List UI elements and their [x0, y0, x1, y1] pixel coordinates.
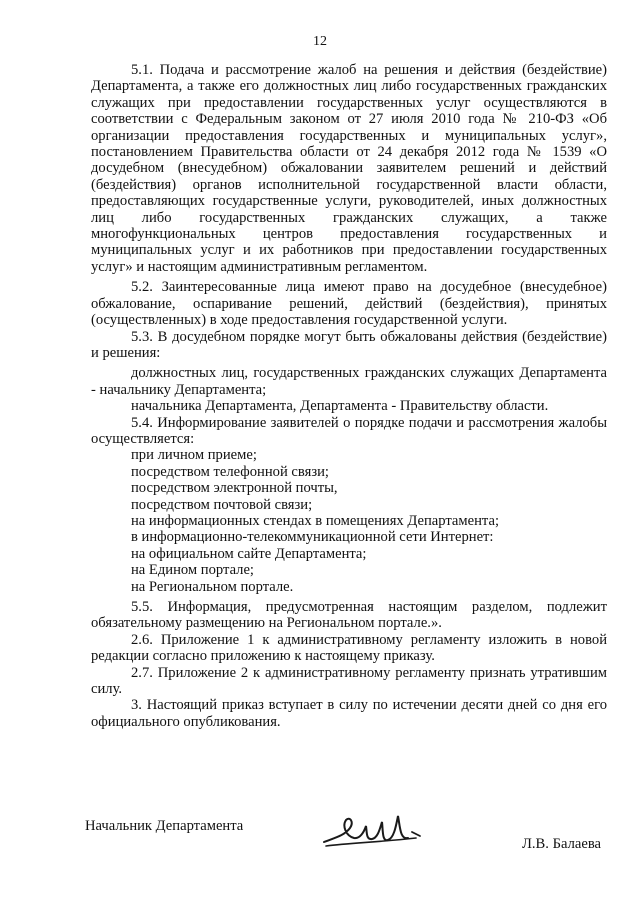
- list-item: на Региональном портале.: [131, 578, 294, 595]
- paragraph-2-6: 2.6. Приложение 1 к административному регламенту изложить в новой редакции согласно приложению к настоящему приказу.: [91, 631, 607, 665]
- page-number: 12: [313, 34, 327, 49]
- list-item: посредством телефонной связи;: [131, 463, 329, 480]
- list-item: посредством электронной почты,: [131, 480, 338, 497]
- signatory-title: Начальник Департамента: [85, 818, 244, 834]
- list-item: посредством почтовой связи;: [131, 496, 313, 513]
- document-body: [91, 62, 607, 730]
- signatory-name: Л.В. Балаева: [522, 836, 601, 852]
- signature-block: [85, 800, 615, 860]
- list-item: на Едином портале;: [131, 562, 254, 579]
- list-item: в информационно-телекоммуникационной сети Интернет:: [131, 529, 494, 546]
- list-item: при личном приеме;: [131, 447, 257, 464]
- paragraph-appeal-officials: должностных лиц, государственных гражданских служащих Департамента - начальнику Департамента;: [91, 365, 607, 398]
- handwritten-signature: [320, 802, 430, 856]
- paragraph-5-1: 5.1. Подача и рассмотрение жалоб на решения и действия (бездействие) Департамента, а также его должностных лиц либо государственных гражданских служащих при предоставлении государственных услуг осуществляются в соответствии с Федеральным законом от 27 июля 2010 года № 210-ФЗ «Об организации предоставления государственных и муниципальных услуг», постановлением Правительства области от 24 декабря 2012 года № 1539 «О досудебном (внесудебном) обжаловании заявителем решений и действий (бездействия) органов исполнительной государственной власти области, предоставляющих государственные услуги, руководителей, иных должностных лиц либо государственных гражданских служащих, а также многофункциональных центров предоставления государственных и муниципальных услуг и их работников при предоставлении государственных услуг» и настоящим административным регламентом.: [91, 62, 607, 275]
- paragraph-appeal-head: начальника Департамента, Департамента - Правительству области.: [131, 398, 549, 415]
- paragraph-5-2: 5.2. Заинтересованные лица имеют право на досудебное (внесудебное) обжалование, оспаривание решений, действий (бездействия), принятых (осуществленных) в ходе предоставления государственной услуги.: [91, 279, 607, 329]
- paragraph-2-7: 2.7. Приложение 2 к административному регламенту признать утратившим силу.: [91, 664, 607, 698]
- list-item: на информационных стендах в помещениях Департамента;: [131, 512, 499, 529]
- list-item: на официальном сайте Департамента;: [131, 545, 367, 562]
- paragraph-5-3: 5.3. В досудебном порядке могут быть обжалованы действия (бездействие) и решения:: [91, 328, 607, 361]
- paragraph-5-4: 5.4. Информирование заявителей о порядке подачи и рассмотрения жалобы осуществляется:: [91, 414, 607, 447]
- paragraph-3: 3. Настоящий приказ вступает в силу по истечении десяти дней со дня его официального опубликования.: [91, 697, 607, 730]
- paragraph-5-5: 5.5. Информация, предусмотренная настоящим разделом, подлежит обязательному размещению на Региональном портале.».: [91, 599, 607, 632]
